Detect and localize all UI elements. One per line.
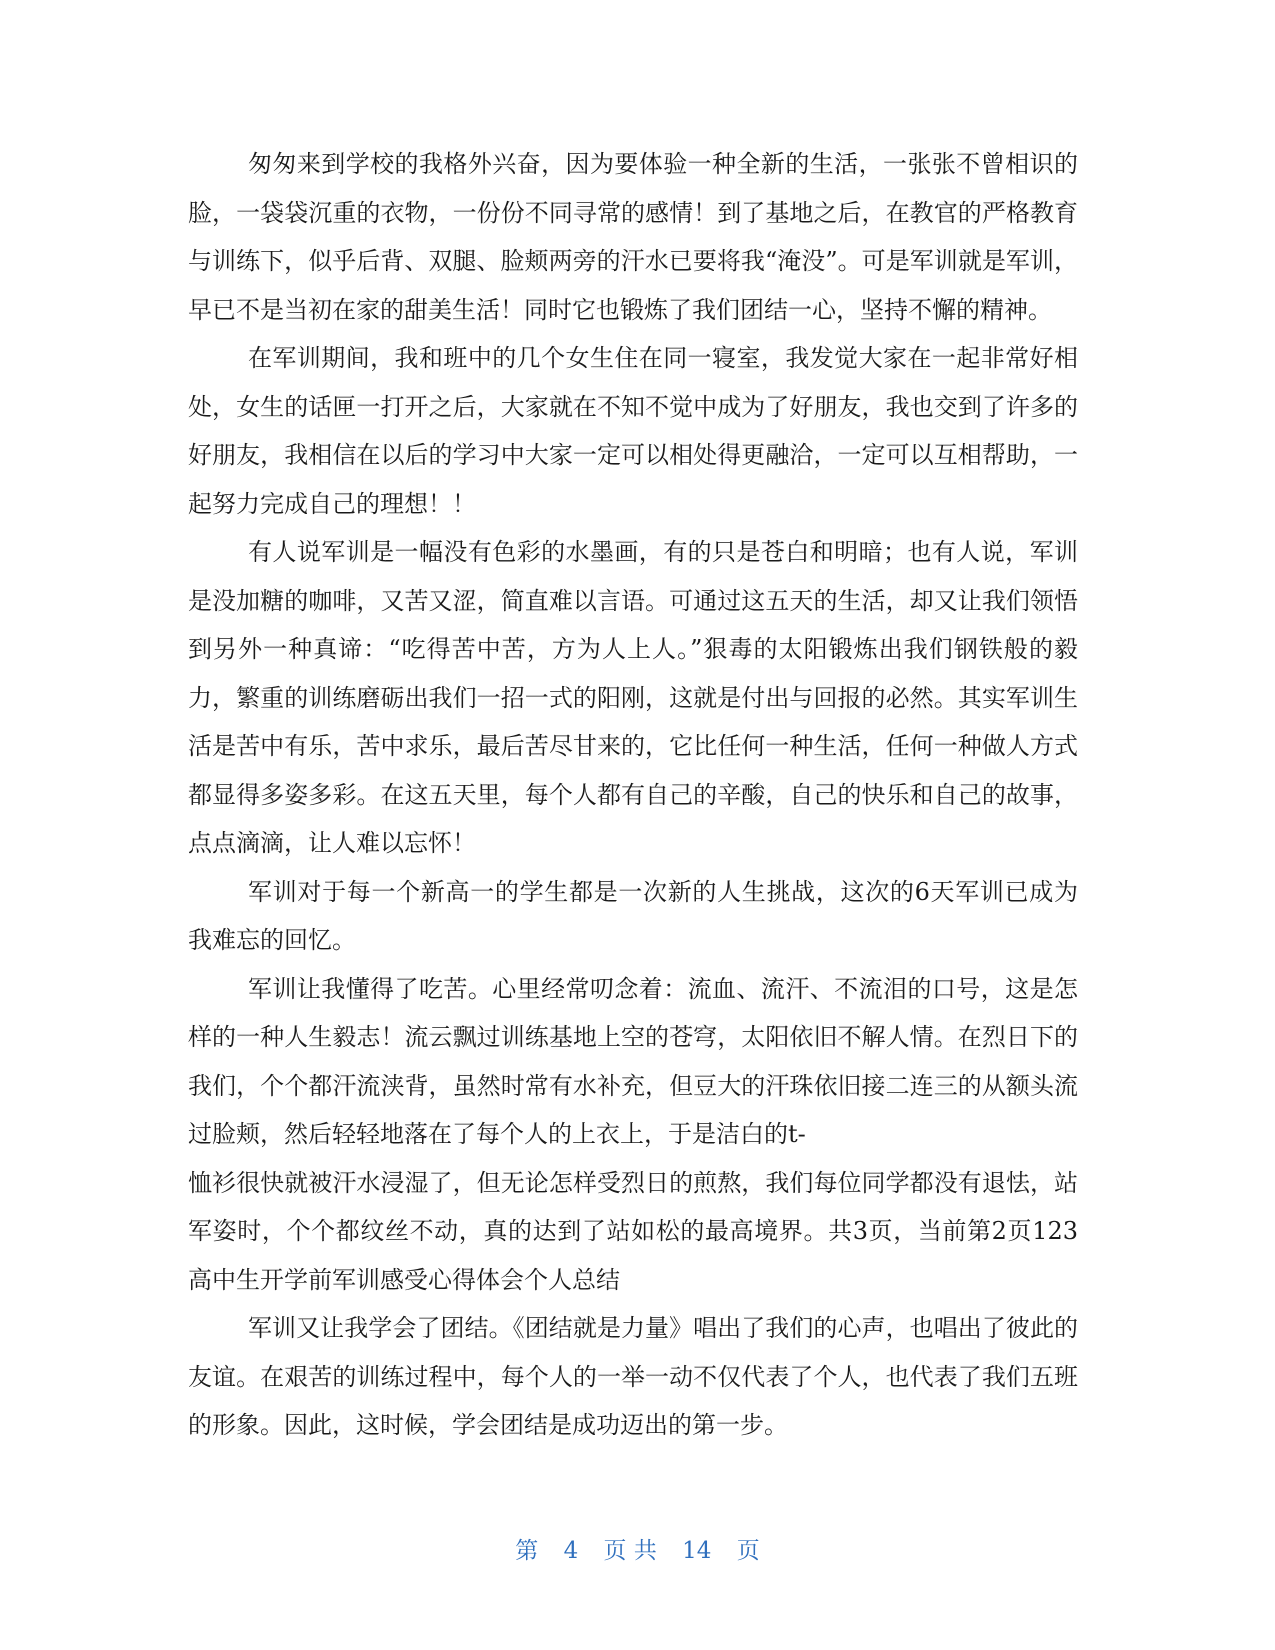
- paragraph-continuation: 恤衫很快就被汗水浸湿了，但无论怎样受烈日的煎熬，我们每位同学都没有退怯，站军姿时，个个都纹丝不动，真的达到了站如松的最高境界。共3页，当前第2页123高中生开学前军训感受心得体会个人总结: [188, 1168, 1078, 1294]
- paragraph-hardship: 军训让我懂得了吃苦。心里经常叨念着：流血、流汗、不流泪的口号，这是怎样的一种人生毅志！流云飘过训练基地上空的苍穹，太阳依旧不解人情。在烈日下的我们，个个都汗流浃背，虽然时常有水补充，但豆大的汗珠依旧接二连三的从额头流过脸颊，然后轻轻地落在了每个人的上衣上，于是洁白的t-: [188, 974, 1078, 1148]
- footer-current-page: 4: [563, 1538, 579, 1564]
- footer-total-pages: 14: [682, 1538, 712, 1564]
- paragraph-dormitory: 在军训期间，我和班中的几个女生住在同一寝室，我发觉大家在一起非常好相处，女生的话匣一打开之后，大家就在不知不觉中成为了好朋友，我也交到了许多的好朋友，我相信在以后的学习中大家一定可以相处得更融洽，一定可以互相帮助，一起努力完成自己的理想！！: [188, 344, 1078, 518]
- paragraph-arrival: 匆匆来到学校的我格外兴奋，因为要体验一种全新的生活，一张张不曾相识的脸，一袋袋沉重的衣物，一份份不同寻常的感情！到了基地之后，在教官的严格教育与训练下，似乎后背、双腿、脸颊两旁的汗水已要将我“淹没”。可是军训就是军训，早已不是当初在家的甜美生活！同时它也锻炼了我们团结一心，坚持不懈的精神。: [188, 150, 1078, 324]
- footer-suffix: 页: [736, 1538, 760, 1564]
- paragraph-challenge: 军训对于每一个新高一的学生都是一次新的人生挑战，这次的6天军训已成为我难忘的回忆。: [188, 877, 1078, 954]
- paragraph-unity: 军训又让我学会了团结。《团结就是力量》唱出了我们的心声，也唱出了彼此的友谊。在艰苦的训练过程中，每个人的一举一动不仅代表了个人，也代表了我们五班的形象。因此，这时候，学会团结是成功迈出的第一步。: [188, 1314, 1078, 1439]
- paragraph-ink-painting: 有人说军训是一幅没有色彩的水墨画，有的只是苍白和明暗；也有人说，军训是没加糖的咖啡，又苦又涩，简直难以言语。可通过这五天的生活，却又让我们领悟到另外一种真谛：“吃得苦中苦，方为人上人。”狠毒的太阳锻炼出我们钢铁般的毅力，繁重的训练磨砺出我们一招一式的阳刚，这就是付出与回报的必然。其实军训生活是苦中有乐，苦中求乐，最后苦尽甘来的，它比任何一种生活，任何一种做人方式都显得多姿多彩。在这五天里，每个人都有自己的辛酸，自己的快乐和自己的故事，点点滴滴，让人难以忘怀！: [188, 538, 1078, 857]
- document-body: [188, 140, 1078, 1450]
- page-footer: [0, 1532, 1275, 1565]
- footer-middle: 页 共: [603, 1538, 657, 1564]
- footer-prefix: 第: [515, 1538, 539, 1564]
